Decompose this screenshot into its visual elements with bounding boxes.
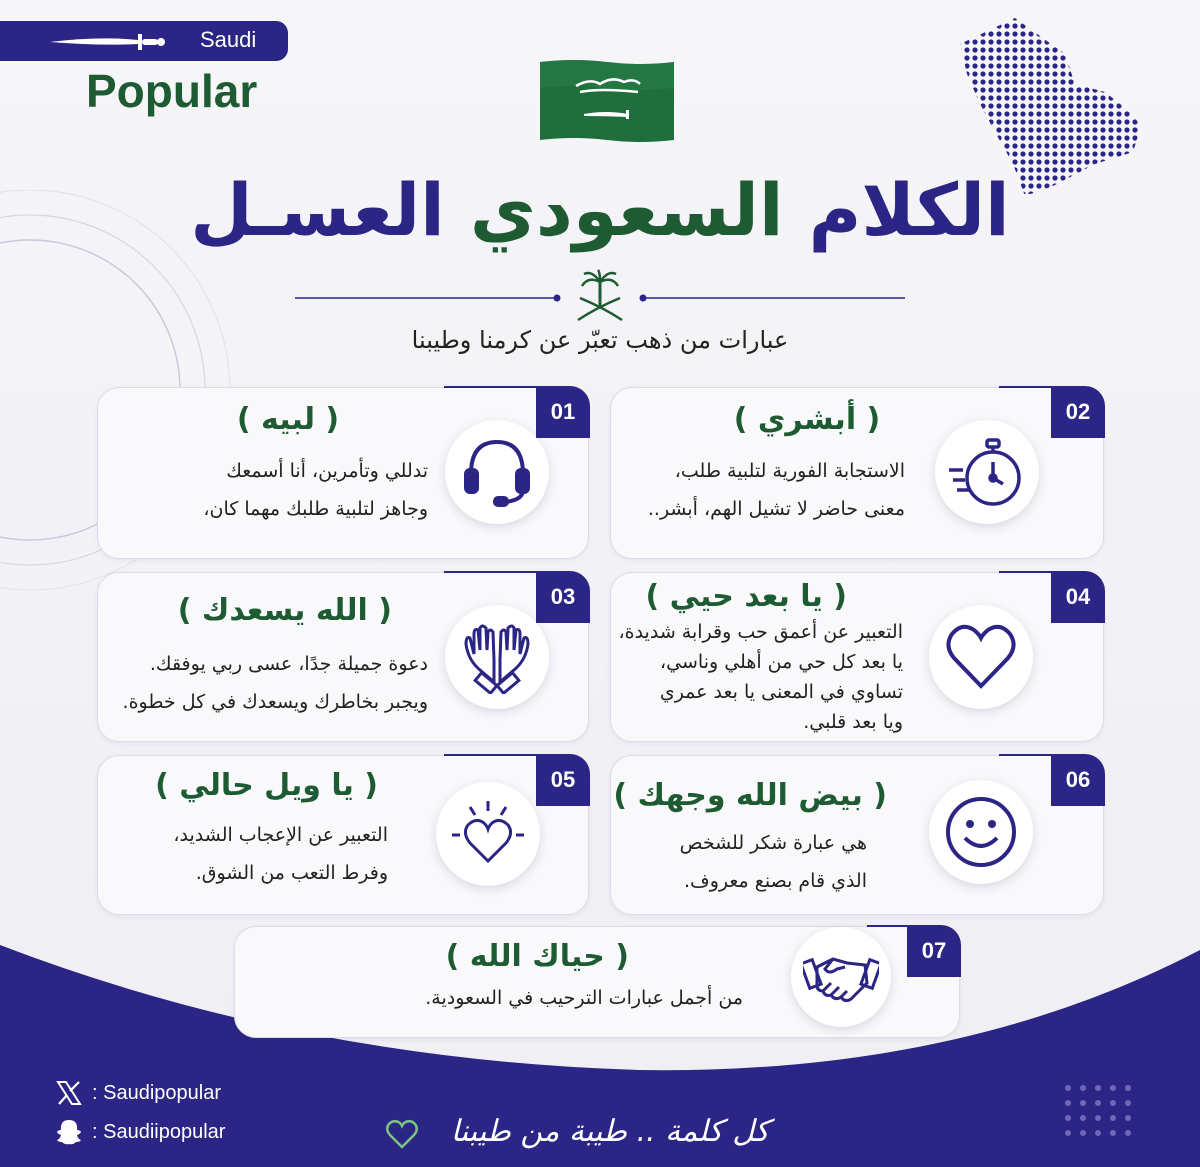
brand-label: Saudi <box>200 27 257 52</box>
snapchat-handle: : Saudiipopular <box>92 1120 226 1143</box>
social-snapchat[interactable] <box>56 1118 225 1146</box>
decorative-dots <box>1062 1082 1134 1142</box>
card-text: دعوة جميلة جدًا، عسى ربي يوفقك. ويجبر بخاطرك ويسعدك في كل خطوة. <box>122 653 428 713</box>
title-word-2: السعودي <box>469 168 784 252</box>
card-number: 05 <box>536 754 590 806</box>
card-number: 03 <box>536 571 590 623</box>
card-text: من أجمل عبارات الترحيب في السعودية. <box>425 987 743 1009</box>
card-title: ( يا ويل حالي ) <box>155 768 378 803</box>
title-word-1: الكلام <box>808 168 1010 252</box>
card-number: 06 <box>1051 754 1105 806</box>
handshake-icon <box>791 927 891 1027</box>
card-title: ( يا بعد حيي ) <box>645 579 847 614</box>
brand-name: Popular <box>86 65 258 117</box>
heart-icon <box>929 605 1033 709</box>
subtitle: عبارات من ذهب تعبّر عن كرمنا وطيبنا <box>411 326 789 354</box>
card-title: ( بيض الله وجهك ) <box>613 778 887 813</box>
card-05 <box>97 755 589 915</box>
card-03 <box>97 572 589 742</box>
card-number: 01 <box>536 386 590 438</box>
card-text: الاستجابة الفورية لتلبية طلب، معنى حاضر لا تشيل الهم، أبشر.. <box>647 460 905 520</box>
social-x[interactable] <box>56 1080 221 1106</box>
headphones-icon <box>445 420 549 524</box>
card-text: تدللي وتأمرين، أنا أسمعك وجاهز لتلبية طلبك مهما كان، <box>203 460 428 520</box>
glowing-heart-icon <box>436 782 540 886</box>
card-number: 07 <box>907 925 961 977</box>
card-title: ( حياك الله ) <box>445 939 629 974</box>
x-logo-icon <box>56 1080 82 1106</box>
stopwatch-icon <box>935 420 1039 524</box>
card-text: هي عبارة شكر للشخص الذي قام بصنع معروف. <box>679 832 867 892</box>
card-07 <box>234 926 960 1038</box>
card-text: التعبير عن أعمق حب وقرابة شديدة، يا بعد كل حي من أهلي وناسي، تساوي في المعنى يا بعد عمري ويا بعد قلبي. <box>618 621 903 733</box>
card-01 <box>97 387 589 559</box>
card-number: 02 <box>1051 386 1105 438</box>
card-title: ( لبيه ) <box>236 402 340 437</box>
x-handle: : Saudipopular <box>92 1081 221 1104</box>
card-06 <box>610 755 1104 915</box>
slogan: كل كلمة .. طيبة من طيبنا <box>450 1114 770 1149</box>
heart-outline-icon <box>385 1118 419 1150</box>
card-title: ( الله يسعدك ) <box>177 593 392 628</box>
card-number: 04 <box>1051 571 1105 623</box>
card-02 <box>610 387 1104 559</box>
snapchat-logo-icon <box>56 1118 82 1146</box>
praying-hands-icon <box>445 605 549 709</box>
smiley-icon <box>929 780 1033 884</box>
card-text: التعبير عن الإعجاب الشديد، وفرط التعب من الشوق. <box>173 824 388 884</box>
card-04 <box>610 572 1104 742</box>
title-word-3: العسـل <box>190 168 445 252</box>
card-title: ( أبشري ) <box>733 402 881 437</box>
